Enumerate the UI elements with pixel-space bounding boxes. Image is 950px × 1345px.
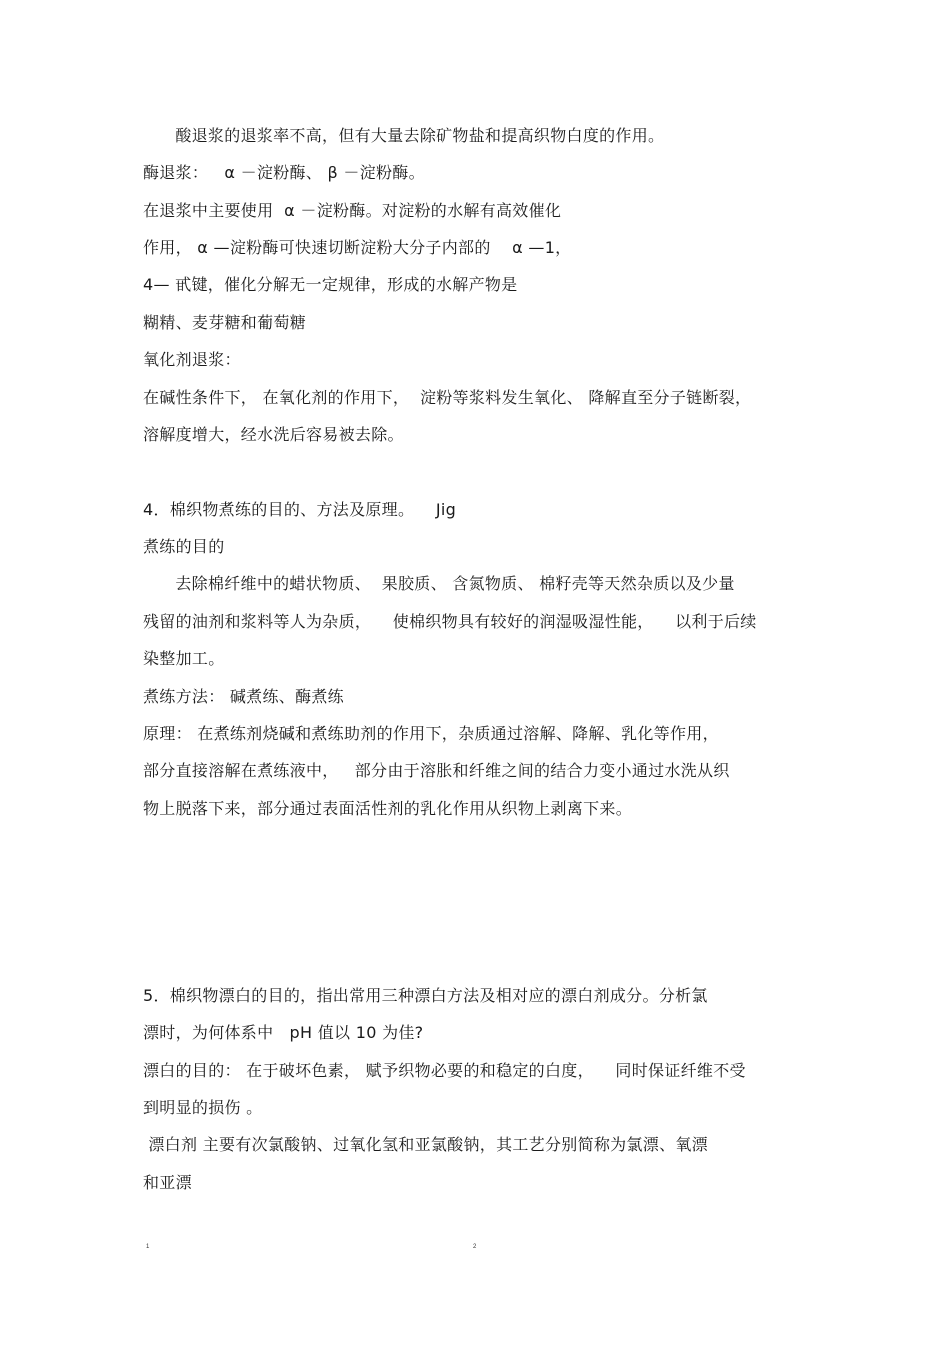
text-line: 漂白剂 主要有次氯酸钠、过氧化氢和亚氯酸钠，其工艺分别简称为氯漂、氧漂 xyxy=(143,1135,708,1154)
text-line: 糊精、麦芽糖和葡萄糖 xyxy=(143,313,307,332)
text-line: 煮练的目的 xyxy=(143,537,225,556)
text-line: 漂时，为何体系中 pH 值以 10 为佳? xyxy=(143,1023,424,1042)
text-line: 原理： 在煮练剂烧碱和煮练助剂的作用下，杂质通过溶解、降解、乳化等作用， xyxy=(143,724,719,743)
text-line: 残留的油剂和浆料等人为杂质， 使棉织物具有较好的润湿吸湿性能， 以利于后续 xyxy=(143,612,757,631)
text-line: 和亚漂 xyxy=(143,1173,192,1192)
text-line: 4— 甙键，催化分解无一定规律，形成的水解产物是 xyxy=(143,275,518,294)
text-line: 作用， α —淀粉酶可快速切断淀粉大分子内部的 α —1， xyxy=(143,238,572,257)
text-line: 物上脱落下来，部分通过表面活性剂的乳化作用从织物上剥离下来。 xyxy=(143,799,633,818)
text-line: 染整加工。 xyxy=(143,649,225,668)
section-heading: 5．棉织物漂白的目的，指出常用三种漂白方法及相对应的漂白剂成分。分析氯 xyxy=(143,986,708,1005)
text-line: 在退浆中主要使用 α －淀粉酶。对淀粉的水解有高效催化 xyxy=(143,201,562,220)
text-line: 在碱性条件下， 在氧化剂的作用下， 淀粉等浆料发生氧化、 降解直至分子链断裂， xyxy=(143,388,752,407)
text-line: 去除棉纤维中的蜡状物质、 果胶质、 含氮物质、 棉籽壳等天然杂质以及少量 xyxy=(143,574,735,593)
footer-page-marker: 1 xyxy=(146,1244,150,1250)
text-line: 到明显的损伤 。 xyxy=(143,1098,263,1117)
text-line: 溶解度增大，经水洗后容易被去除。 xyxy=(143,425,404,444)
text-line: 酸退浆的退浆率不高，但有大量去除矿物盐和提高织物白度的作用。 xyxy=(143,126,665,145)
text-line: 部分直接溶解在煮练液中， 部分由于溶胀和纤维之间的结合力变小通过水洗从织 xyxy=(143,761,730,780)
text-line: 氧化剂退浆： xyxy=(143,350,241,369)
footer-page-number: 2 xyxy=(473,1244,477,1250)
text-line: 煮练方法： 碱煮练、酶煮练 xyxy=(143,687,344,706)
section-heading: 4．棉织物煮练的目的、方法及原理。 Jig xyxy=(143,500,457,519)
text-line: 漂白的目的： 在于破坏色素， 赋予织物必要的和稳定的白度， 同时保证纤维不受 xyxy=(143,1061,746,1080)
text-line: 酶退浆： α －淀粉酶、 β －淀粉酶。 xyxy=(143,163,425,182)
